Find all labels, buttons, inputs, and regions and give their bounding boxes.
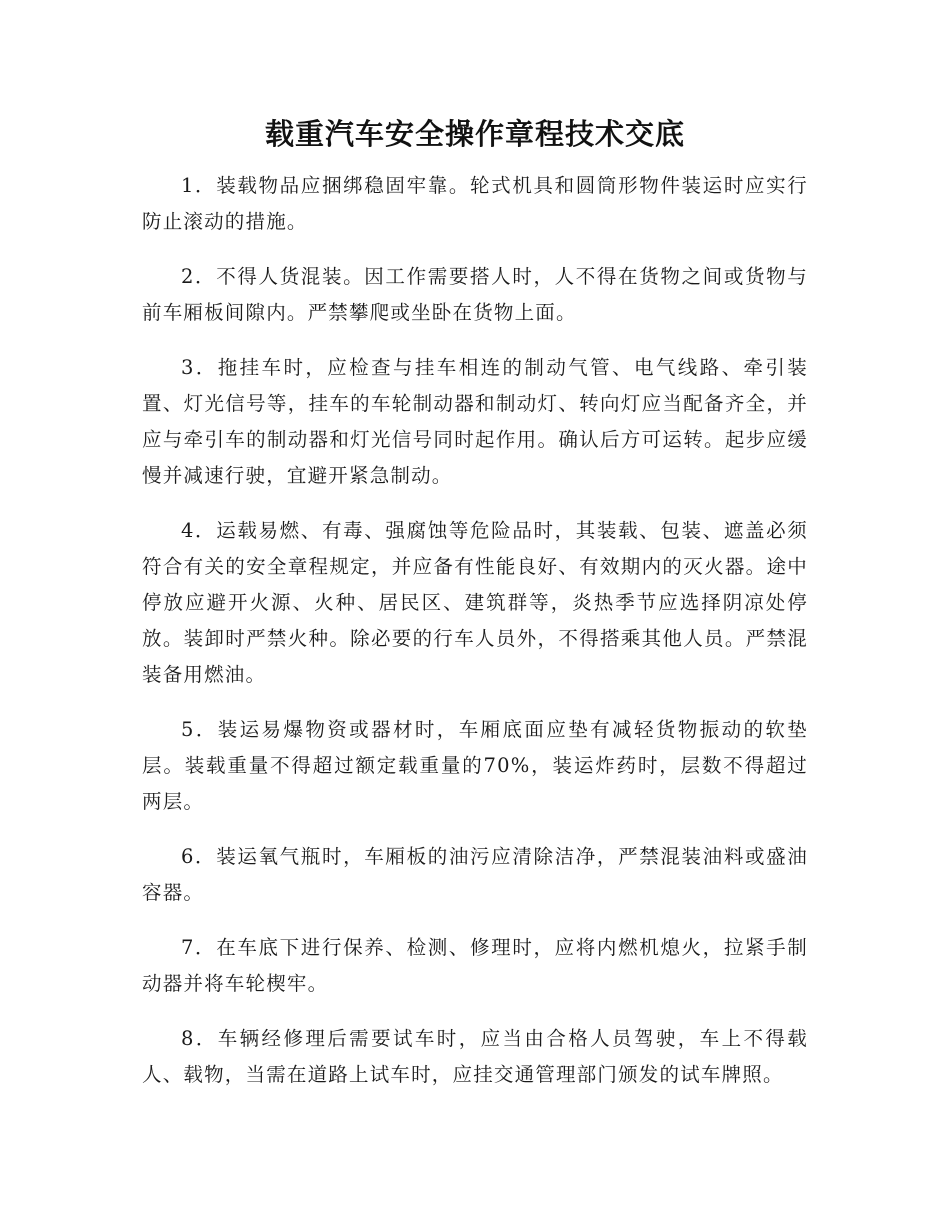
document-title: 载重汽车安全操作章程技术交底 bbox=[264, 117, 685, 151]
document-body bbox=[142, 168, 808, 1112]
paragraph-7: 7．在车底下进行保养、检测、修理时，应将内燃机熄火，拉紧手制动器并将车轮楔牢。 bbox=[142, 936, 808, 995]
paragraph-1: 1．装载物品应捆绑稳固牢靠。轮式机具和圆筒形物件装运时应实行防止滚动的措施。 bbox=[142, 174, 808, 233]
paragraph-6: 6．装运氧气瓶时，车厢板的油污应清除洁净，严禁混装油料或盛油容器。 bbox=[142, 845, 808, 904]
paragraph-5: 5．装运易爆物资或器材时，车厢底面应垫有减轻货物振动的软垫层。装载重量不得超过额定载重量的70%，装运炸药时，层数不得超过两层。 bbox=[142, 718, 808, 813]
paragraph-3: 3．拖挂车时，应检查与挂车相连的制动气管、电气线路、牵引装置、灯光信号等，挂车的车轮制动器和制动灯、转向灯应当配备齐全，并应与牵引车的制动器和灯光信号同时起作用。确认后方可运转。起步应缓慢并减速行驶，宜避开紧急制动。 bbox=[142, 356, 808, 487]
paragraph-4: 4．运载易燃、有毒、强腐蚀等危险品时，其装载、包装、遮盖必须符合有关的安全章程规定，并应备有性能良好、有效期内的灭火器。途中停放应避开火源、火种、居民区、建筑群等，炎热季节应选择阴凉处停放。装卸时严禁火种。除必要的行车人员外，不得搭乘其他人员。严禁混装备用燃油。 bbox=[142, 519, 808, 686]
paragraph-2: 2．不得人货混装。因工作需要搭人时，人不得在货物之间或货物与前车厢板间隙内。严禁攀爬或坐卧在货物上面。 bbox=[142, 265, 808, 324]
paragraph-8: 8．车辆经修理后需要试车时，应当由合格人员驾驶，车上不得载人、载物，当需在道路上试车时，应挂交通管理部门颁发的试车牌照。 bbox=[142, 1027, 808, 1086]
